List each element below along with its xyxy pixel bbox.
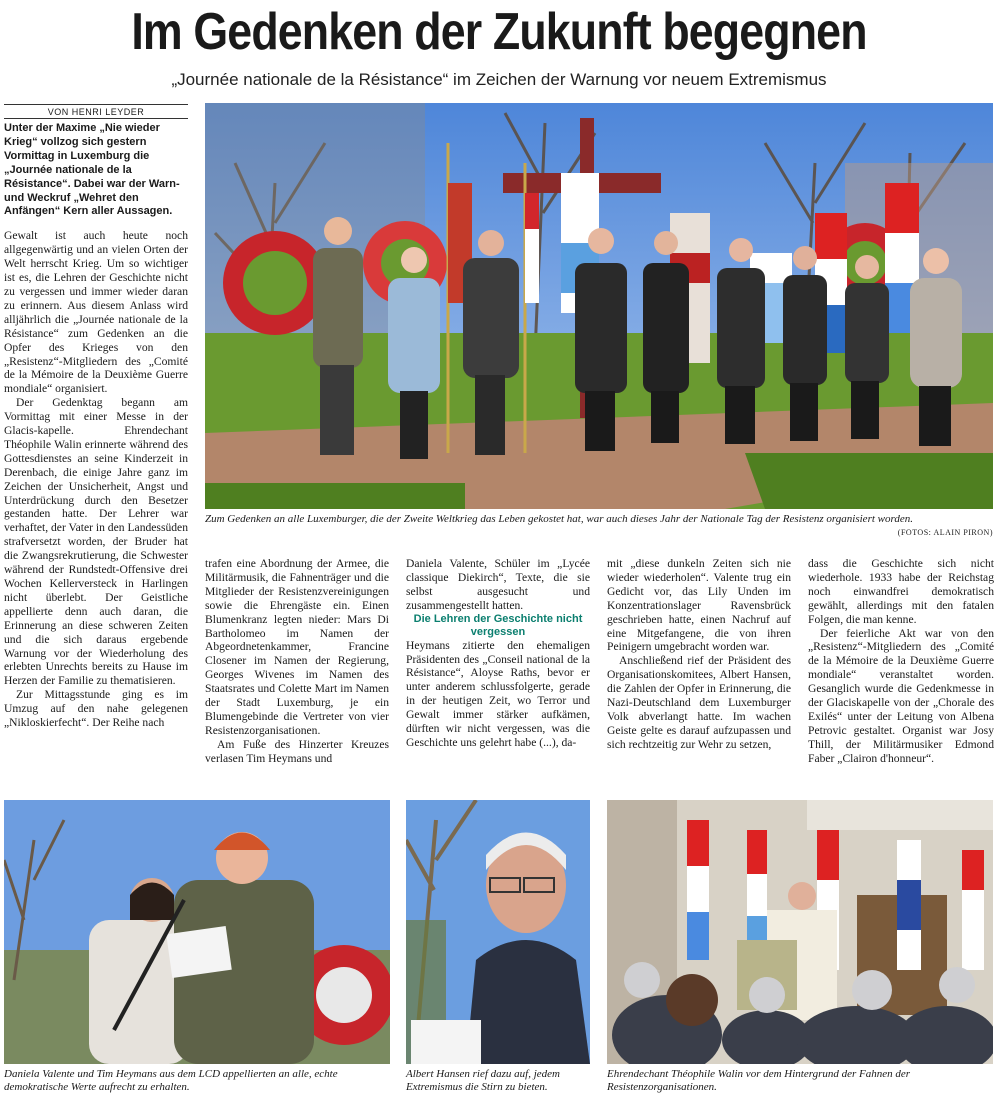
caption-text: Zum Gedenken an alle Luxemburger, die der Zweite Weltkrieg das Leben gekostet hat, war auch dieses Jahr der Nationale Tag der Resistenz organisiert worden.	[205, 513, 913, 525]
article-column-5	[808, 557, 994, 766]
paragraph: Daniela Valente, Schüler im „Lycée classique Diekirch“, Texte, die sie selbst ausgesucht und zusammengestellt hatten.	[406, 557, 590, 612]
paragraph: Gewalt ist auch heute noch allgegenwärtig und an vielen Orten der Welt herrscht Krieg. Um so wichtiger ist es, die Lehren der Geschichte nicht zu vergessen und immer wieder daran zu erinnern. Aus diesem Anlass wird alljährlich die „Journée nationale de la Résistance“ zum Gedenken an die Opfer des Krieges von den „Resistenz“-Mitgliedern des „Comité de la Mémoire de la Deuxième Guerre mondiale“ organisiert.	[4, 229, 188, 396]
photo-credit: (FOTOS: ALAIN PIRON)	[897, 528, 993, 537]
paragraph: dass die Geschichte sich nicht wiederhole. 1933 habe der Reichstag noch einwandfrei demokratisch gewählt, allerdings mit den fatalen Folgen, die man kenne.	[808, 557, 994, 626]
article-column-3	[406, 557, 590, 750]
subheadline: „Journée nationale de la Résistance“ im Zeichen der Warnung vor neuem Extremismus	[171, 70, 827, 89]
article-column-2	[205, 557, 389, 766]
paragraph: Anschließend rief der Präsident des Organisationskomitees, Albert Hansen, die Zahlen der Opfer in Erinnerung, die Nazi-Deutschland dem Luxemburger Volk abverlangt hatte. Im wachen Geiste gelte es darauf aufzupassen und sich rechtzeitig zur Wehr zu setzen,	[607, 654, 791, 751]
article-lead: Unter der Maxime „Nie wieder Krieg“ vollzog sich gestern Vormittag in Luxemburg die „Journée nationale de la Résistance“. Dabei war der Warn- und Weckruf „Wehret den Anfängen“ Kern aller Aussagen.	[4, 122, 180, 218]
article-column-1	[4, 122, 188, 730]
speakers-photo	[4, 800, 390, 1064]
byline: VON HENRI LEYDER	[4, 104, 188, 119]
paragraph: Zur Mittagsstunde ging es im Umzug auf den nahe gelegenen „Nikloskierfecht“. Der Reihe nach	[4, 688, 188, 730]
article-column-4	[607, 557, 791, 752]
walin-photo	[607, 800, 993, 1064]
hansen-photo	[406, 800, 590, 1064]
walin-photo-caption: Ehrendechant Théophile Walin vor dem Hintergrund der Fahnen der Resistenzorganisationen.	[607, 1068, 911, 1093]
article-subhead: Die Lehren der Geschichte nicht vergessen	[413, 612, 583, 638]
hansen-photo-caption: Albert Hansen rief dazu auf, jedem Extremismus die Stirn zu bieten.	[406, 1068, 560, 1093]
main-photo	[205, 103, 993, 509]
paragraph: Der Gedenktag begann am Vormittag mit einer Messe in der Glacis-kapelle. Ehrendechant Théophile Walin erinnerte während des Gottesdienstes an seine Kinderzeit in Derenbach, die einige Jahre ganz im Zeichen der Unsicherheit, Angst und Unterdrückung durch den Besetzer gestanden hatte. Der Lehrer war verhaftet, der Vater in den Landessüden strafversetzt worden, der Bruder hat die Zwangsrekrutierung, die Schwester während der Rundstedt-Offensive drei Wochen Kellerversteck in Harlingen nicht überlebt. Der Geistliche appellierte denn auch daran, die Erinnerung an diese schweren Zeiten und die sich daraus ergebende Warnung vor der Wiederholung des erlebten Unrechts bereits zu Hause im Herzen der Familie zu thematisieren.	[4, 396, 188, 688]
headline: Im Gedenken der Zukunft begegnen	[131, 3, 867, 61]
paragraph: Heymans zitierte den ehemaligen Präsidenten des „Conseil national de la Résistance“, Aloyse Raths, bevor er unter anderem schlussfolgerte, gerade in der heutigen Zeit, wo Terror und Gewalt immer stärker aufkämen, dürften wir nicht vergessen, was die Geschichte uns gelehrt habe (...), da-	[406, 638, 590, 749]
main-photo-caption	[205, 513, 993, 539]
paragraph: mit „diese dunkeln Zeiten sich nie wieder wiederholen“. Valente trug ein Gedicht vor, das Lily Unden im Konzentrationslager Ravensbrück geschrieben hatte, einen Nachruf auf eine Mitgefangene, die von ihren Peinigern umgebracht worden war.	[607, 557, 791, 654]
paragraph: Am Fuße des Hinzerter Kreuzes verlasen Tim Heymans und	[205, 737, 389, 765]
paragraph: Der feierliche Akt war von den „Resistenz“-Mitgliedern des „Comité de la Mémoire de la Deuxième Guerre mondiale“ veranstaltet worden. Gesanglich wurde die Gedenkmesse in der Glaciskapelle von der „Chorale des Exilés“ unter der Leitung von Albena Petrovic gestaltet. Organist war Josy Thill, der Militärmusiker Edmond Faber „Clairon d'honneur“.	[808, 626, 994, 765]
speakers-photo-caption: Daniela Valente und Tim Heymans aus dem LCD appellierten an alle, echte demokratische Werte aufrecht zu erhalten.	[4, 1068, 338, 1093]
paragraph: trafen eine Abordnung der Armee, die Militärmusik, die Fahnenträger und die Mitglieder der Resistenzvereinigungen sowie die Ehrengäste ein. Einen Blumenkranz legten nieder: Mars Di Bartholomeo im Namen der Abgeordnetenkammer, Francine Closener im Namen der Regierung, Georges Wivenes im Namen des Staatsrates und Colette Mart im Namen der Stadt Luxemburg, je ein Blumengebinde die Vertreter von vier Resistenzorganisationen.	[205, 557, 389, 737]
